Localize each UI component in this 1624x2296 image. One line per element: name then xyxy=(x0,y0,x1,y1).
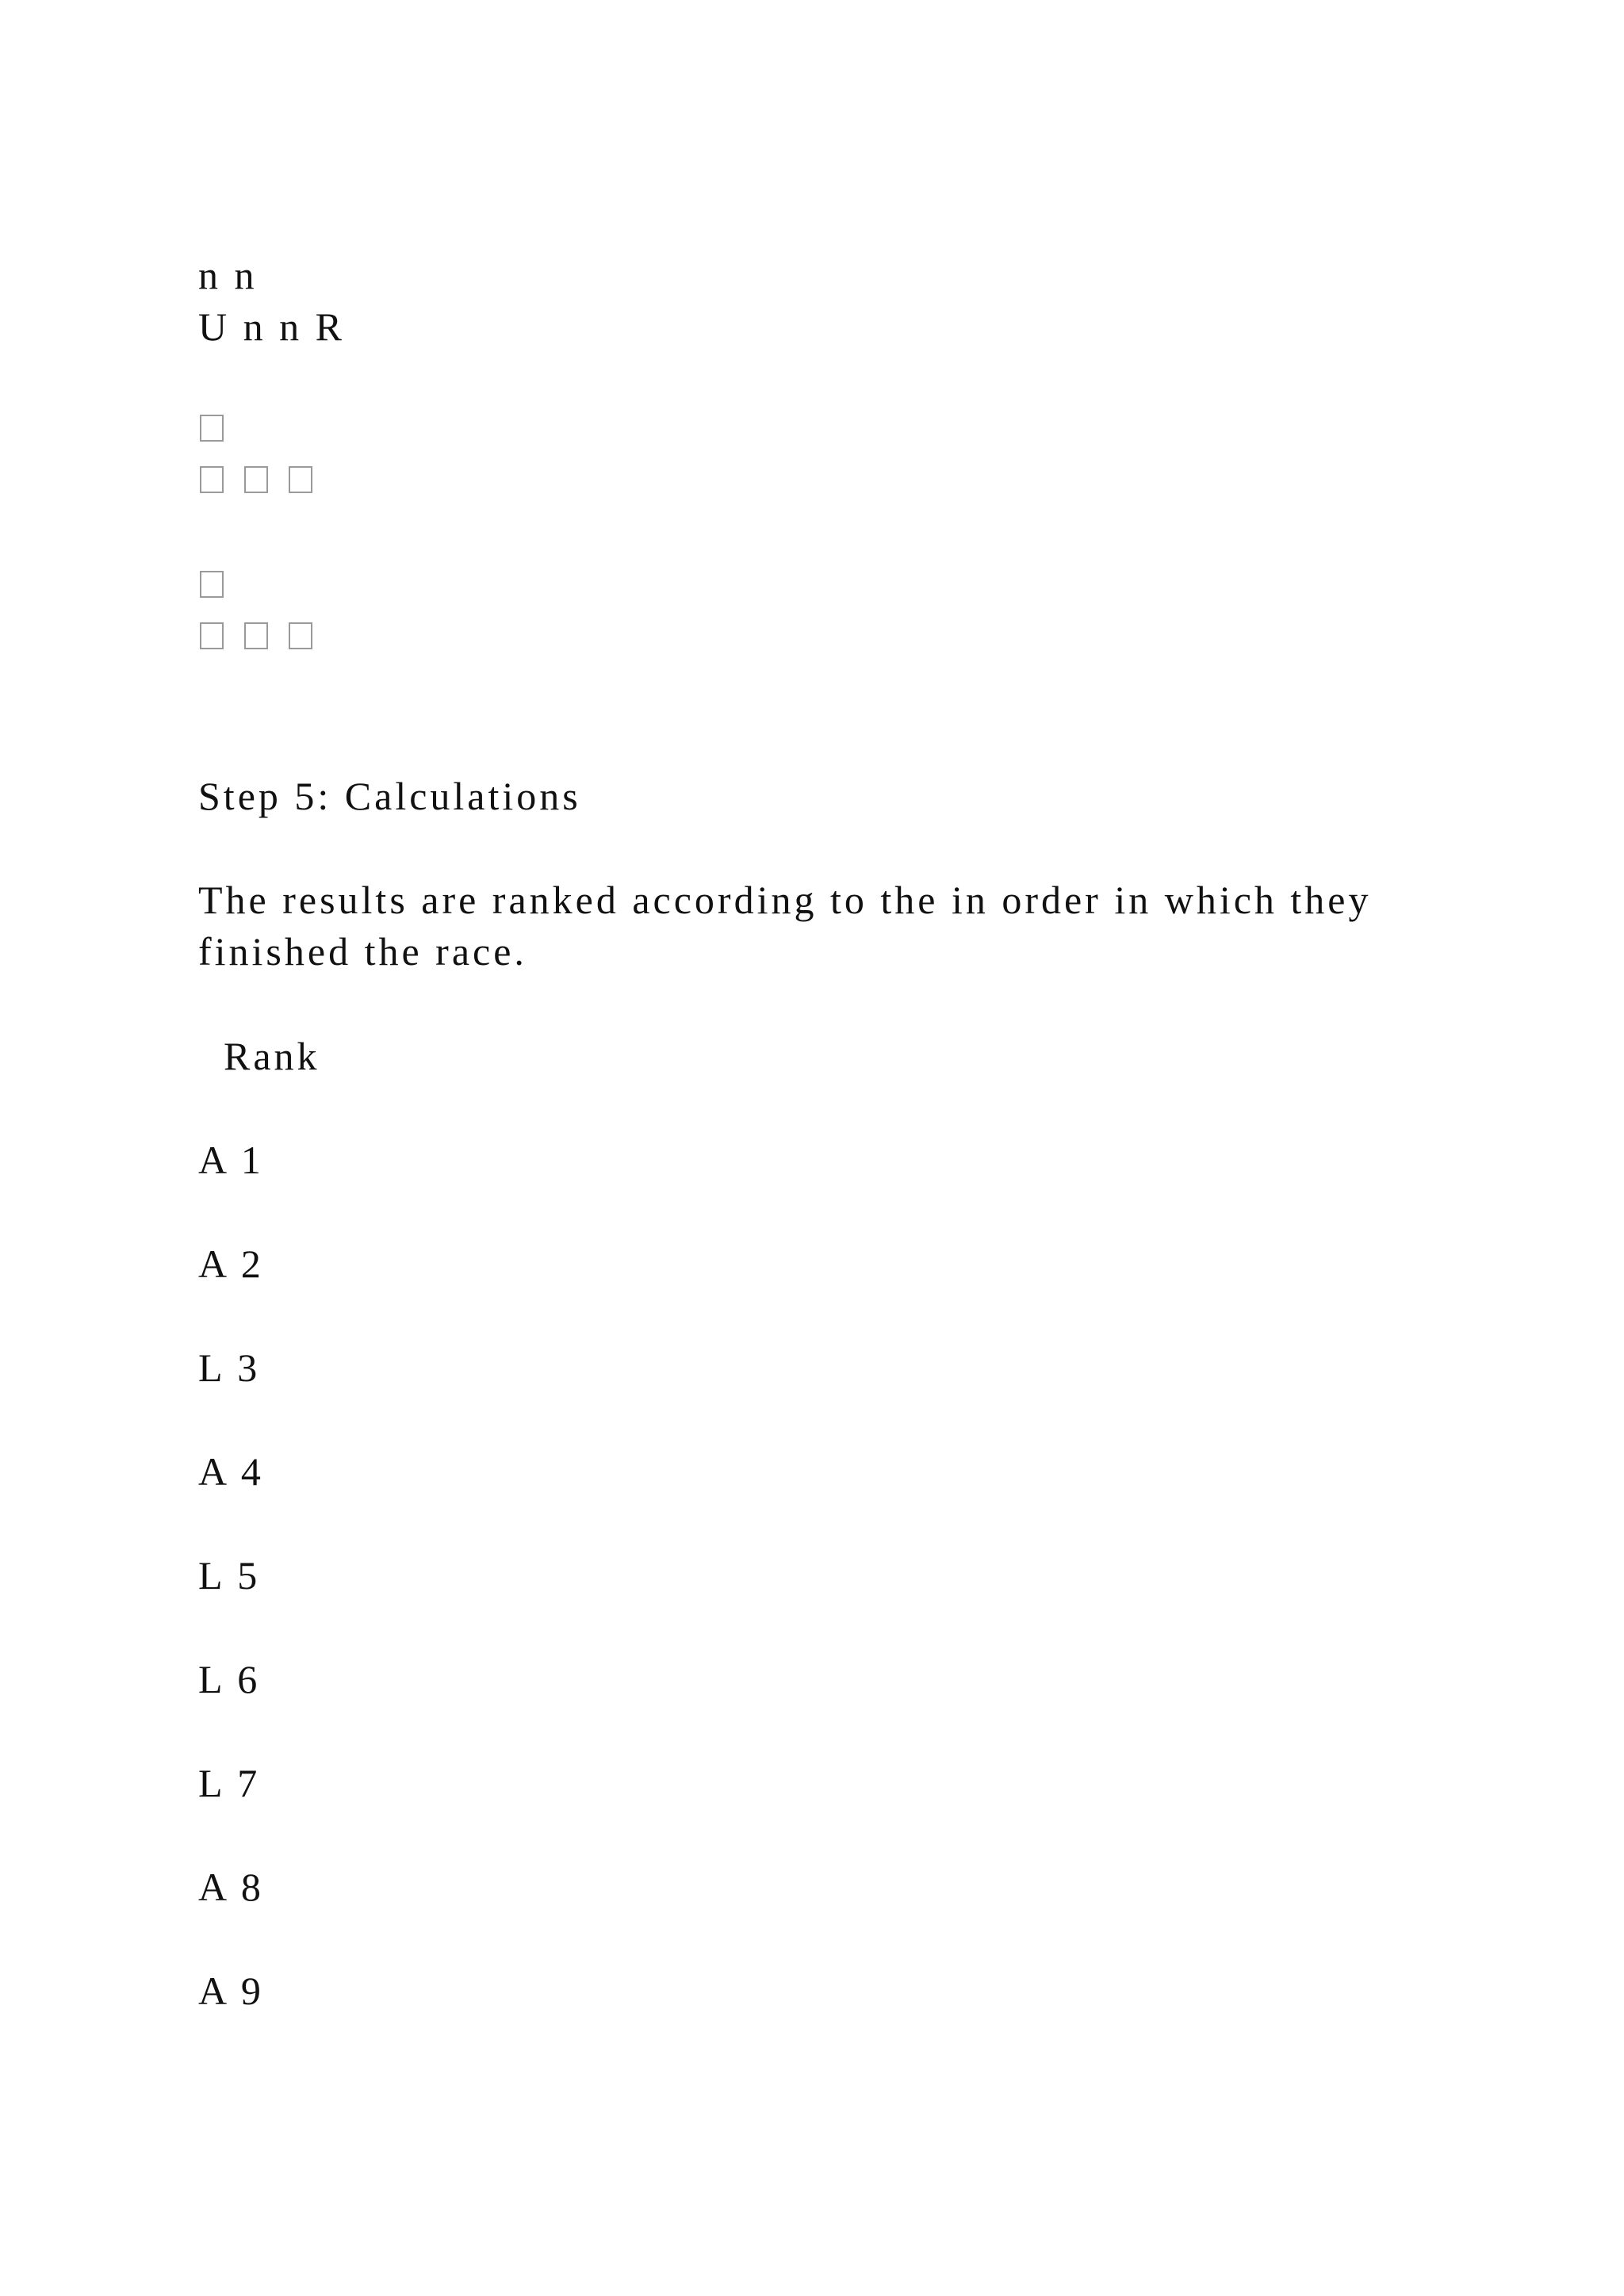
rank-row-group: A xyxy=(198,1449,228,1494)
rank-row xyxy=(198,1965,264,2016)
missing-glyph-box xyxy=(200,571,224,598)
rank-row xyxy=(198,1446,264,1497)
step-paragraph-line-2: finished the race. xyxy=(198,929,527,974)
rank-row-rank: 1 xyxy=(240,1138,264,1182)
rank-row-rank: 8 xyxy=(240,1865,264,1909)
step-heading: Step 5: Calculations xyxy=(198,774,581,818)
missing-glyph-box xyxy=(289,622,312,649)
formula-line-2: U n n R xyxy=(198,304,345,349)
rank-row-group: A xyxy=(198,1865,228,1909)
rank-row xyxy=(198,1758,260,1808)
rank-row-rank: 2 xyxy=(240,1242,264,1286)
rank-row-group: L xyxy=(198,1345,224,1390)
missing-glyph-box xyxy=(244,466,268,493)
missing-glyph-row xyxy=(200,415,224,442)
rank-row xyxy=(198,1654,260,1705)
rank-row-rank: 5 xyxy=(237,1553,261,1598)
missing-glyph-box xyxy=(289,466,312,493)
step-paragraph-line-1: The results are ranked according to the in order in which they xyxy=(198,878,1372,922)
rank-row xyxy=(198,1238,264,1289)
rank-row-group: L xyxy=(198,1657,224,1701)
rank-row-group: L xyxy=(198,1761,224,1805)
missing-glyph-row xyxy=(200,571,224,598)
missing-glyph-box xyxy=(200,622,224,649)
rank-row-rank: 4 xyxy=(240,1449,264,1494)
rank-row-group: A xyxy=(198,1138,228,1182)
missing-glyph-box xyxy=(200,415,224,442)
rank-row-rank: 7 xyxy=(237,1761,261,1805)
rank-header: Rank xyxy=(224,1034,320,1078)
missing-glyph-box xyxy=(244,622,268,649)
rank-row xyxy=(198,1135,264,1185)
rank-row-group: A xyxy=(198,1242,228,1286)
missing-glyph-row xyxy=(200,622,312,649)
rank-row xyxy=(198,1342,260,1393)
rank-row-rank: 3 xyxy=(237,1345,261,1390)
rank-row xyxy=(198,1862,264,1912)
missing-glyph-row xyxy=(200,466,312,493)
missing-glyph-box xyxy=(200,466,224,493)
rank-row-group: A xyxy=(198,1969,228,2013)
rank-row-group: L xyxy=(198,1553,224,1598)
rank-row-rank: 9 xyxy=(240,1969,264,2013)
rank-row-rank: 6 xyxy=(237,1657,261,1701)
formula-line-1: n n xyxy=(198,253,258,297)
rank-row xyxy=(198,1550,260,1601)
